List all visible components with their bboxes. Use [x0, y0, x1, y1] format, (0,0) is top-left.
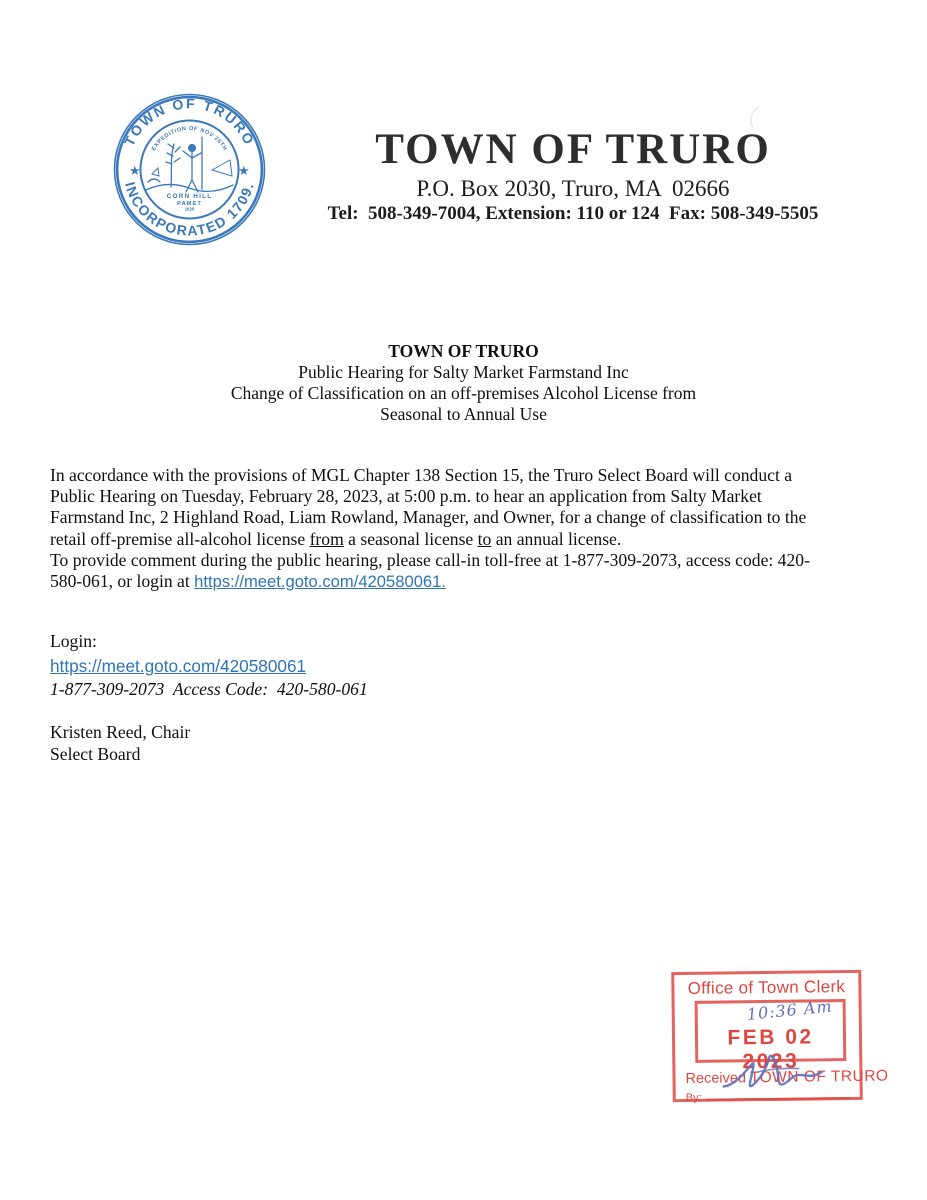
letterhead-phone: Tel: 508-349-7004, Extension: 110 or 124 Fax: 508-349-5505 — [327, 203, 819, 225]
body-line: Farmstand Inc, 2 Highland Road, Liam Rowland, Manager, and Owner, for a change of classification to the — [50, 507, 807, 528]
notice-subtitle-line: Public Hearing for Salty Market Farmstand Inc — [298, 362, 629, 382]
stamp-by-row — [686, 1087, 852, 1104]
signature-block — [50, 722, 190, 765]
stamp-received-org: TOWN OF TRURO — [749, 1067, 889, 1087]
body-text-segment: an annual license. — [491, 528, 622, 549]
seal-inner-caption — [167, 193, 213, 212]
login-block — [50, 630, 368, 701]
body-line — [50, 571, 910, 592]
stamp-signature-line — [707, 1087, 850, 1101]
stamp-received-label: Received — [685, 1070, 751, 1087]
body-text-segment: a seasonal license — [343, 528, 478, 549]
letterhead-address: P.O. Box 2030, Truro, MA 02666 — [416, 176, 730, 202]
svg-text:1620: 1620 — [184, 206, 195, 212]
body-text-segment: 580-061, or login at — [50, 571, 195, 592]
seal-ring-bottom-text: INCORPORATED 1709. — [122, 180, 257, 239]
town-clerk-stamp — [671, 970, 889, 1104]
svg-text:PAMET: PAMET — [177, 201, 202, 207]
stamp-by-label: By: — [685, 1091, 702, 1104]
stamp-date-text: FEB 02 2023 — [727, 1025, 814, 1074]
notice-subtitle-line: Change of Classification on an off-premises Alcohol License from — [230, 383, 697, 403]
seal-ring-top-text: TOWN OF TRURO — [120, 95, 259, 149]
dial-in-info: 1-877-309-2073 Access Code: 420-580-061 — [50, 679, 368, 699]
stamp-office-text: Office of Town Clerk — [687, 977, 846, 998]
town-seal-icon — [112, 92, 267, 247]
stamp-handwritten-time: 10:36 Am — [746, 996, 834, 1024]
underlined-word-to: to — [477, 528, 492, 549]
goto-meeting-link[interactable]: https://meet.goto.com/420580061 — [50, 655, 307, 676]
seal-star-left-icon: ★ — [129, 163, 141, 178]
body-line: In accordance with the provisions of MGL Chapter 138 Section 15, the Truro Select Board will conduct a — [50, 465, 793, 485]
signer-name: Kristen Reed, Chair — [50, 722, 191, 742]
body-line: Public Hearing on Tuesday, February 28, 2023, at 5:00 p.m. to hear an application from Salty Market — [50, 486, 762, 507]
notice-heading-block — [0, 341, 927, 425]
body-text-segment: retail off-premise all-alcohol license — [50, 528, 310, 549]
seal-inner-arc-text: EXPEDITION OF NOV 26TH — [151, 125, 228, 153]
signer-org: Select Board — [50, 743, 141, 764]
goto-meeting-link[interactable]: https://meet.goto.com/420580061. — [194, 572, 446, 592]
letterhead — [303, 126, 843, 225]
notice-subtitle-line: Seasonal to Annual Use — [380, 404, 547, 424]
body-paragraph — [50, 465, 910, 592]
stamp-date-box — [695, 996, 847, 1074]
seal-star-right-icon: ★ — [238, 163, 250, 178]
svg-text:TOWN OF TRURO — [121, 95, 258, 148]
underlined-word-from: from — [309, 528, 344, 549]
notice-title: TOWN OF TRURO — [388, 341, 539, 361]
svg-text:CORN HILL: CORN HILL — [166, 193, 213, 200]
body-line — [50, 529, 910, 550]
body-line: To provide comment during the public hearing, please call-in toll-free at 1-877-309-2073, access code: 420- — [50, 549, 810, 570]
login-label: Login: — [50, 631, 97, 651]
letterhead-title: TOWN OF TRURO — [375, 126, 771, 173]
